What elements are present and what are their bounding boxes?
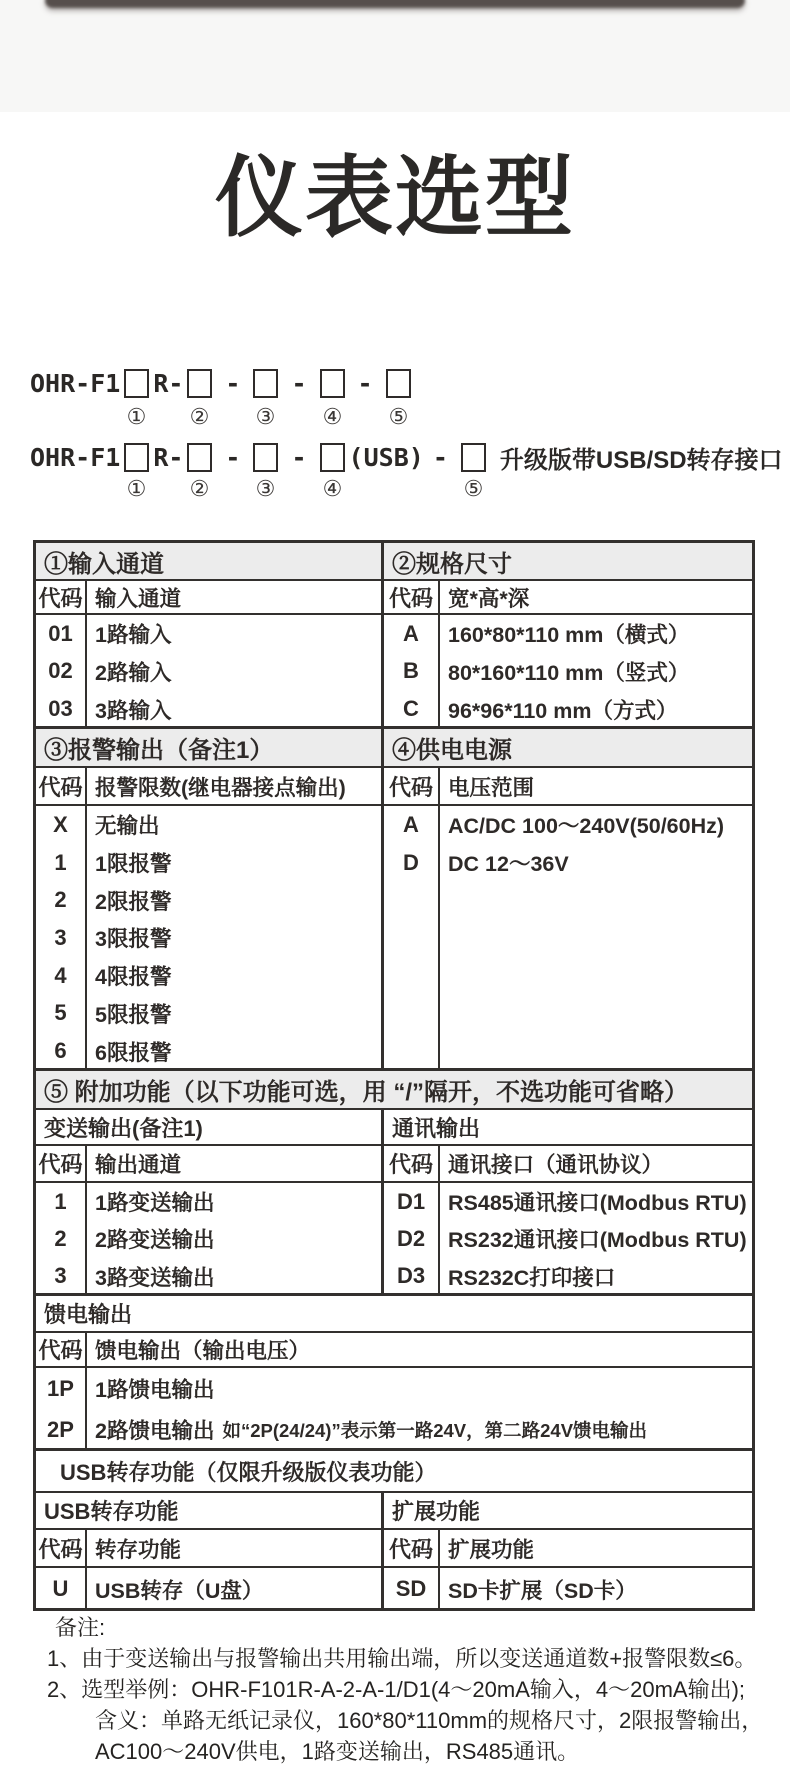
label-header-cell: 输入通道 [95, 586, 182, 611]
code-cell: 2 [54, 887, 67, 913]
code-cell: 03 [48, 696, 73, 722]
code-cell: 6 [54, 1038, 67, 1064]
model-code-box [320, 369, 345, 398]
table-row [36, 1366, 752, 1448]
label-header-cell: 宽*高*深 [448, 586, 530, 611]
body-half [381, 1183, 752, 1293]
model-text: - [225, 368, 241, 398]
code-column [36, 1183, 87, 1293]
model-code-box [187, 443, 212, 472]
code-column [36, 615, 87, 726]
table-row [36, 1068, 752, 1108]
desc-cell: DC 12～36V [448, 852, 569, 877]
code-cell: A [403, 620, 419, 646]
model-text: - [291, 442, 307, 472]
desc-cell: SD卡扩展（SD卡） [448, 1578, 637, 1603]
desc-column [87, 615, 381, 726]
desc-cell [87, 1409, 752, 1448]
desc-cell: AC/DC 100～240V(50/60Hz) [448, 814, 725, 839]
sub-header-left [36, 1530, 381, 1566]
label-header-cell: 电压范围 [448, 775, 535, 800]
sub-header-left [36, 581, 381, 613]
desc-cell: RS232C打印接口 [448, 1265, 616, 1290]
top-divider-bar [45, 0, 745, 8]
header-cell: 变送输出(备注1) [44, 1115, 203, 1141]
code-column [384, 1568, 440, 1608]
model-text: - [357, 368, 373, 398]
header-cell: USB转存功能 [44, 1499, 179, 1524]
model-text: - [225, 442, 241, 472]
model-text: - [291, 368, 307, 398]
header-cell: 扩展功能 [381, 1493, 752, 1528]
circle-number: ③ [255, 404, 276, 429]
code-column [384, 1183, 440, 1293]
section-header-cell: ⑤ 附加功能（以下功能可选，用 “/”隔开，不选功能可省略） [44, 1079, 689, 1106]
body-half [381, 615, 752, 726]
table-row [36, 1331, 752, 1366]
desc-cell [87, 1368, 752, 1409]
code-cell: 3 [54, 924, 67, 950]
code-cell: A [403, 811, 419, 837]
code-cell: 4 [54, 962, 67, 988]
note-line: 备注: [55, 1615, 106, 1640]
page-top-strip [0, 0, 790, 112]
model-code-box [187, 369, 212, 398]
table-row [36, 1566, 752, 1608]
circle-number: ② [189, 404, 210, 429]
circle-number: ③ [255, 476, 276, 501]
desc-cell: USB转存（U盘） [95, 1578, 264, 1603]
model-text: OHR-F1 [30, 368, 121, 398]
section-label-cell: 馈电输出 [44, 1302, 133, 1327]
model-code-box [253, 369, 278, 398]
code-header-cell: 代码 [36, 1333, 87, 1366]
model-code-box [461, 443, 486, 472]
desc-column [440, 1183, 752, 1293]
table-row [36, 1108, 752, 1144]
desc-cell: 1限报警 [95, 852, 172, 877]
desc-cell: 2路输入 [95, 660, 172, 685]
desc-cell: RS485通讯接口(Modbus RTU) [448, 1191, 747, 1216]
selection-table [33, 540, 755, 1611]
desc-cell: 4限报警 [95, 965, 172, 990]
model-line-standard-circles [30, 404, 790, 432]
code-header-cell: 代码 [384, 1530, 440, 1566]
table-row [36, 1144, 752, 1181]
note-line: 2、选型举例：OHR-F101R-A-2-A-1/D1(4～20mA输入，4～20mA输出); [47, 1677, 746, 1702]
code-header-cell: 代码 [36, 581, 87, 613]
circle-number: ⑤ [388, 404, 409, 429]
code-header-cell: 代码 [36, 1530, 87, 1566]
body-half [36, 1568, 381, 1608]
model-line-usb [30, 442, 783, 472]
code-column [384, 806, 440, 1068]
table-row [36, 1181, 752, 1293]
desc-cell: 1路变送输出 [95, 1191, 215, 1216]
circle-number: ① [126, 404, 147, 429]
desc-column [87, 1568, 381, 1608]
desc-cell: 1路输入 [95, 623, 172, 648]
model-line-usb-circles [30, 476, 790, 504]
desc-text: 2路馈电输出 [95, 1419, 215, 1443]
code-header-cell: 代码 [384, 581, 440, 613]
header-cell: ④供电电源 [381, 729, 752, 766]
table-row [36, 579, 752, 613]
code-column [36, 1368, 87, 1448]
code-cell: D2 [396, 1225, 426, 1251]
code-header-cell: 代码 [384, 768, 440, 804]
table-row [36, 766, 752, 804]
code-column [384, 615, 440, 726]
table-row [36, 804, 752, 1068]
model-text: (USB) [348, 442, 424, 472]
circle-number: ④ [322, 476, 343, 501]
desc-cell: 无输出 [95, 814, 160, 839]
model-code-diagram [30, 368, 790, 518]
desc-cell: 160*80*110 mm（横式） [448, 623, 690, 648]
code-cell: X [53, 811, 68, 837]
code-header-cell: 代码 [36, 768, 87, 804]
desc-cell: 2路变送输出 [95, 1228, 215, 1253]
code-cell: 1P [47, 1375, 74, 1401]
model-code-box [253, 443, 278, 472]
desc-cell: 3路变送输出 [95, 1265, 215, 1290]
model-text: R- [153, 442, 184, 472]
body-half [381, 1568, 752, 1608]
sub-header-right [381, 768, 752, 804]
header-cell: 通讯输出 [381, 1110, 752, 1144]
table-row [36, 1491, 752, 1528]
desc-cell: 3限报警 [95, 927, 172, 952]
desc-cell: RS232通讯接口(Modbus RTU) [448, 1228, 747, 1253]
model-code-box [320, 443, 345, 472]
note-line: AC100～240V供电，1路变送输出，RS485通讯。 [95, 1739, 580, 1764]
table-row [36, 613, 752, 726]
desc-cell: 80*160*110 mm（竖式） [448, 660, 690, 685]
circle-number: ④ [322, 404, 343, 429]
header-cell: ②规格尺寸 [381, 543, 752, 579]
code-column [36, 1568, 87, 1608]
circle-number: ⑤ [463, 476, 484, 501]
desc-cell: 2限报警 [95, 889, 172, 914]
code-cell: B [403, 658, 419, 684]
label-header-cell: 输出通道 [95, 1153, 182, 1177]
desc-column [87, 1183, 381, 1293]
code-column [36, 806, 87, 1068]
desc-cell: 6限报警 [95, 1040, 172, 1065]
table-row [36, 543, 752, 579]
table-row [36, 726, 752, 766]
model-text: R- [153, 368, 184, 398]
model-line-standard [30, 368, 415, 398]
code-cell: 1 [54, 1188, 67, 1214]
footnotes [33, 1612, 781, 1767]
label-header-cell: 报警限数(继电器接点输出) [95, 775, 346, 800]
code-cell: C [403, 696, 419, 722]
label-header-cell: 通讯接口（通讯协议） [448, 1153, 664, 1177]
model-code-box [124, 443, 149, 472]
code-cell: 3 [54, 1263, 67, 1289]
desc-cell: 96*96*110 mm（方式） [448, 698, 678, 723]
code-header-cell: 代码 [384, 1146, 440, 1181]
code-cell: D [403, 849, 419, 875]
code-header-cell: 代码 [36, 1146, 87, 1181]
code-cell: 02 [48, 658, 73, 684]
model-text: - [432, 442, 448, 472]
circle-number: ① [126, 476, 147, 501]
code-cell: SD [395, 1576, 427, 1601]
code-cell: D3 [396, 1263, 426, 1289]
desc-text: 1路馈电输出 [95, 1378, 215, 1402]
code-cell: 2P [47, 1416, 74, 1442]
desc-column [87, 1368, 752, 1448]
label-header-cell: 馈电输出（输出电压） [95, 1339, 311, 1363]
sub-header-right [381, 581, 752, 613]
code-cell: 5 [54, 1000, 67, 1026]
desc-cell: 5限报警 [95, 1002, 172, 1027]
body-half [36, 615, 381, 726]
code-cell: 1 [54, 849, 67, 875]
desc-column [440, 806, 752, 1068]
model-code-box [386, 369, 411, 398]
note-line: 1、由于变送输出与报警输出共用输出端，所以变送通道数+报警限数≤6。 [47, 1646, 757, 1671]
model-text: OHR-F1 [30, 442, 121, 472]
desc-cell: 3路输入 [95, 698, 172, 723]
sub-header-left [36, 768, 381, 804]
code-cell: 01 [48, 620, 73, 646]
page-title: 仪表选型 [214, 148, 575, 247]
sub-header-left [36, 1146, 381, 1181]
section-label-cell: USB转存功能（仅限升级版仪表功能） [60, 1459, 437, 1485]
table-row [36, 1528, 752, 1566]
circle-number: ② [189, 476, 210, 501]
label-header-cell: 扩展功能 [448, 1537, 535, 1562]
label-header-cell: 转存功能 [95, 1537, 182, 1562]
sub-header-right [381, 1146, 752, 1181]
desc-column [440, 1568, 752, 1608]
sub-header-right [381, 1530, 752, 1566]
body-half [36, 806, 381, 1068]
header-cell: ①输入通道 [44, 550, 164, 578]
desc-column [87, 806, 381, 1068]
model-code-box [124, 369, 149, 398]
desc-column [440, 615, 752, 726]
code-cell: D1 [396, 1188, 426, 1214]
code-cell: U [52, 1576, 69, 1601]
body-half [36, 1183, 381, 1293]
note-line: 含义：单路无纸记录仪，160*80*110mm的规格尺寸，2限报警输出， [95, 1708, 764, 1733]
header-cell: ③报警输出（备注1） [44, 737, 274, 764]
desc-note: 如“2P(24/24)”表示第一路24V，第二路24V馈电输出 [222, 1419, 648, 1441]
table-row [36, 1293, 752, 1331]
table-row [36, 1448, 752, 1491]
code-cell: 2 [54, 1225, 67, 1251]
body-half [381, 806, 752, 1068]
model-text: 升级版带USB/SD转存接口 [499, 446, 783, 474]
